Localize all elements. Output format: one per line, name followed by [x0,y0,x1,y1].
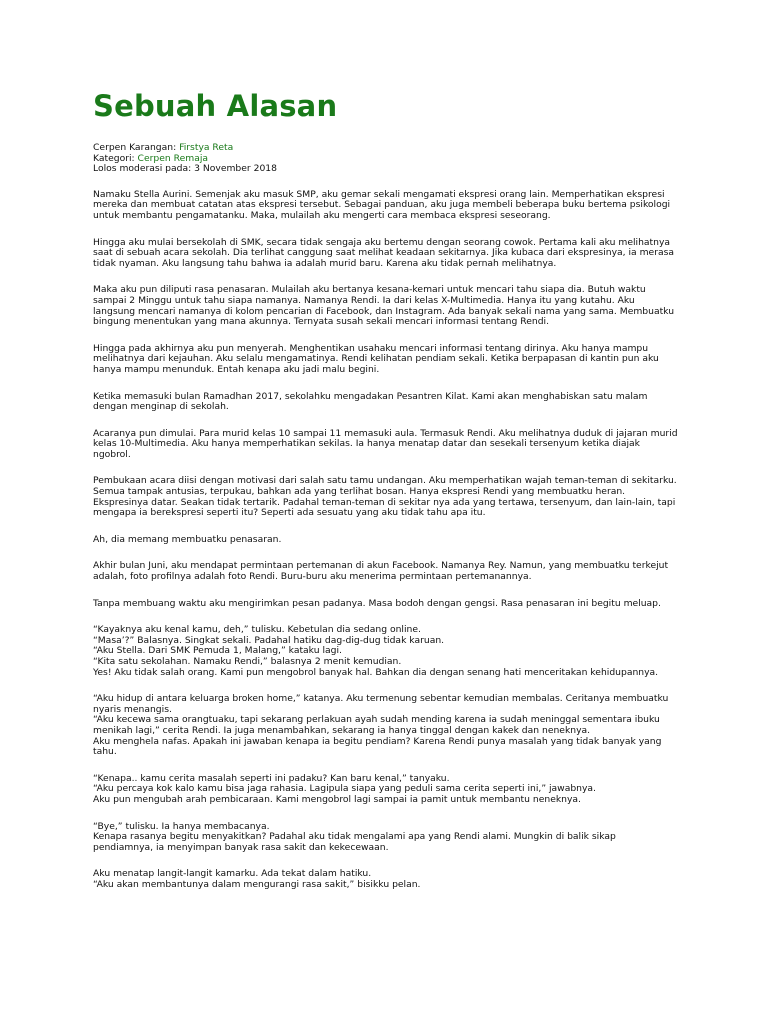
paragraph: Tanpa membuang waktu aku mengirimkan pesan padanya. Masa bodoh dengan gengsi. Rasa penasaran ini begitu meluap. [93,597,661,609]
paragraph: Aku menatap langit-langit kamarku. Ada tekat dalam hatiku. “Aku akan membantunya dalam mengurangi rasa sakit,” bisikku pelan. [93,868,421,890]
article [93,86,678,907]
category-link[interactable]: Cerpen Remaja [137,152,209,164]
paragraph: Acaranya pun dimulai. Para murid kelas 10 sampai 11 memasuki aula. Termasuk Rendi. Aku melihatnya duduk di jajaran murid kelas 10-Multimedia. Aku hanya memperhatikan sekilas. Ia hanya menatap datar dan sesekali tersenyum ketika diajak ngobrol. [93,427,678,460]
paragraph: Ketika memasuki bulan Ramadhan 2017, sekolahku mengadakan Pesantren Kilat. Kami akan menghabiskan satu malam dengan menginap di sekolah. [93,390,648,413]
article-title: Sebuah Alasan [93,89,338,123]
paragraph: “Aku hidup di antara keluarga broken home,” katanya. Aku termenung sebentar kemudian membalas. Ceritanya membuatku nyaris menangis. “Aku kecewa sama orangtuaku, tapi sekarang perlakuan ayah sudah mending karena ia sudah meninggal sementara ibuku menikah lagi,” cerita Rendi. Ia juga menambahkan, sekarang ia hanya tinggal dengan kakek dan neneknya. Aku menghela nafas. Apakah ini jawaban kenapa ia begitu pendiam? Karena Rendi punya masalah yang tidak banyak yang tahu. [93,693,669,758]
moderation-label: Lolos moderasi pada: [93,163,195,175]
paragraph: Hingga aku mulai bersekolah di SMK, secara tidak sengaja aku bertemu dengan seorang cowok. Pertama kali aku melihatnya saat di sebuah acara sekolah. Dia terlihat canggung saat melihat keadaan sekitarnya. Jika kubaca dari ekspresinya, ia merasa tidak nyaman. Aku langsung tahu bahwa ia adalah murid baru. Karena aku tidak pernah melihatnya. [93,236,675,269]
paragraph: Pembukaan acara diisi dengan motivasi dari salah satu tamu undangan. Aku memperhatikan wajah teman-teman di sekitarku. Semua tampak antusias, terpukau, bahkan ada yang terlihat bosan. Hanya ekspresi Rendi yang membuatku heran. Ekspresinya datar. Seakan tidak tertarik. Padahal teman-teman di sekitar nya ada yang tertawa, tersenyum, dan lain-lain, tapi mengapa ia berekspresi seperti itu? Seperti ada sesuatu yang aku tidak tahu apa itu. [93,475,677,519]
article-body [93,190,678,891]
moderation-line [93,164,678,175]
moderation-date: 3 November 2018 [194,163,277,175]
author-label: Cerpen Karangan: [93,142,180,153]
category-label: Kategori: [93,152,138,164]
paragraph: “Kenapa.. kamu cerita masalah seperti ini padaku? Kan baru kenal,” tanyaku. “Aku percaya kok kalo kamu bisa jaga rahasia. Lagipula siapa yang peduli sama cerita seperti ini,” jawabnya. Aku pun mengubah arah pembicaraan. Kami mengobrol lagi sampai ia pamit untuk membantu neneknya. [93,772,596,805]
paragraph: Akhir bulan Juni, aku mendapat permintaan pertemanan di akun Facebook. Namanya Rey. Namun, yang membuatku terkejut adalah, foto profilnya adalah foto Rendi. Buru-buru aku menerima permintaan pertemanannya. [93,560,669,583]
paragraph: “Bye,” tulisku. Ia hanya membacanya. Kenapa rasanya begitu menyakitkan? Padahal aku tidak mengalami apa yang Rendi alami. Mungkin di balik sikap pendiamnya, ia menyimpan banyak rasa sakit dan kekecewaan. [93,820,616,853]
paragraph: Namaku Stella Aurini. Semenjak aku masuk SMP, aku gemar sekali mengamati ekspresi orang lain. Memperhatikan ekspresi mereka dan membuat catatan atas ekspresi tersebut. Sebagai panduan, aku juga membeli beberapa buku bertema psikologi untuk membantu pengamatanku. Maka, mulailah aku mengerti cara membaca ekspresi seseorang. [93,188,671,221]
article-meta [93,143,678,175]
paragraph: Hingga pada akhirnya aku pun menyerah. Menghentikan usahaku mencari informasi tentang dirinya. Aku hanya mampu melihatnya dari kejauhan. Aku selalu mengamatinya. Rendi kelihatan pendiam sekali. Ketika berpapasan di kantin pun aku hanya mampu menunduk. Entah kenapa aku jadi malu begini. [93,342,659,375]
author-link[interactable]: Firstya Reta [179,142,234,153]
paragraph: Ah, dia memang membuatku penasaran. [93,533,282,545]
paragraph: “Kayaknya aku kenal kamu, deh,” tulisku. Kebetulan dia sedang online. “Masa’?” Balasnya. Singkat sekali. Padahal hatiku dag-dig-dug tidak karuan. “Aku Stella. Dari SMK Pemuda 1, Malang,” kataku lagi. “Kita satu sekolahan. Namaku Rendi,” balasnya 2 menit kemudian. Yes! Aku tidak salah orang. Kami pun mengobrol banyak hal. Bahkan dia dengan senang hati menceritakan kehidupannya. [93,624,659,678]
paragraph: Maka aku pun diliputi rasa penasaran. Mulailah aku bertanya kesana-kemari untuk mencari tahu siapa dia. Butuh waktu sampai 2 Minggu untuk tahu siapa namanya. Namanya Rendi. Ia dari kelas X-Multimedia. Hanya itu yang kutahu. Aku langsung mencari namanya di kolom pencarian di Facebook, dan Instagram. Ada banyak sekali nama yang sama. Membuatku bingung menentukan yang mana akunnya. Ternyata susah sekali mencari informasi tentang Rendi. [93,284,675,328]
